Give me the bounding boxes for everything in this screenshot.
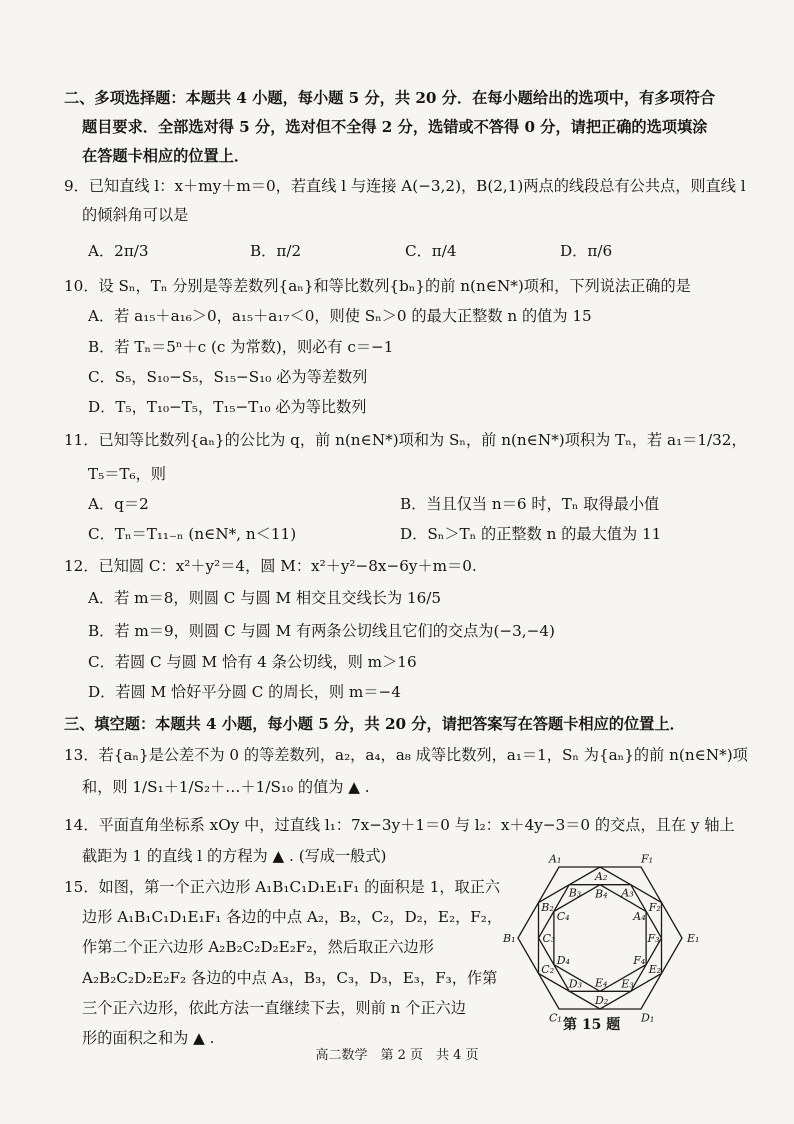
- vertex-label: F₄: [633, 954, 646, 968]
- vertex-label: C₃: [542, 932, 556, 945]
- text-line: 题目要求．全部选对得 5 分，选对但不全得 2 分，选错或不答得 0 分，请把正确的选项填涂: [82, 118, 708, 136]
- vertex-label: E₃: [621, 977, 634, 991]
- text-line: C．Tₙ＝T₁₁₋ₙ (n∈N*, n＜11): [88, 525, 297, 543]
- text-line: 的倾斜角可以是: [82, 206, 189, 224]
- vertex-label: D₂: [595, 994, 609, 1007]
- text-line: T₅＝T₆，则: [88, 465, 166, 483]
- text-line: A．2π/3: [88, 242, 149, 260]
- text-line: A．若 a₁₅＋a₁₆＞0，a₁₅＋a₁₇＜0，则使 Sₙ＞0 的最大正整数 n 的值为 15: [88, 307, 592, 325]
- text-line: 二、多项选择题：本题共 4 小题，每小题 5 分，共 20 分．在每小题给出的选项中，有多项符合: [64, 89, 716, 107]
- text-line: 10．设 Sₙ，Tₙ 分别是等差数列{aₙ}和等比数列{bₙ}的前 n(n∈N*)项和，下列说法正确的是: [64, 277, 691, 295]
- text-line: D．T₅，T₁₀−T₅，T₁₅−T₁₀ 必为等比数列: [88, 398, 367, 416]
- vertex-label: C₂: [541, 963, 555, 976]
- text-line: 边形 A₁B₁C₁D₁E₁F₁ 各边的中点 A₂，B₂，C₂，D₂，E₂，F₂，: [82, 908, 503, 926]
- text-line: 15．如图，第一个正六边形 A₁B₁C₁D₁E₁F₁ 的面积是 1，取正六: [64, 878, 501, 896]
- vertex-label: B₃: [568, 886, 582, 900]
- text-line: 形的面积之和为 ▲ .: [82, 1029, 215, 1047]
- vertex-label: D₁: [641, 1011, 655, 1025]
- vertex-label: A₄: [633, 909, 646, 923]
- vertex-label: D₃: [568, 977, 583, 991]
- vertex-label: F₁: [641, 852, 654, 866]
- vertex-label: B₄: [595, 887, 608, 901]
- vertex-label: C₄: [556, 909, 570, 923]
- text-line: D．Sₙ＞Tₙ 的正整数 n 的最大值为 11: [400, 525, 662, 543]
- text-line: B．若 Tₙ＝5ⁿ＋c (c 为常数)，则必有 c＝−1: [88, 338, 394, 356]
- text-line: 三、填空题：本题共 4 小题，每小题 5 分，共 20 分，请把答案写在答题卡相应的位置上．: [64, 715, 685, 733]
- text-line: B．π/2: [250, 242, 302, 260]
- text-line: 11．已知等比数列{aₙ}的公比为 q，前 n(n∈N*)项和为 Sₙ，前 n(n∈N*)项积为 Tₙ，若 a₁＝1/32，: [64, 431, 747, 449]
- vertex-label: E₄: [595, 976, 608, 990]
- text-line: B．若 m＝9，则圆 C 与圆 M 有两条公切线且它们的交点为(−3,−4): [88, 622, 555, 640]
- text-line: 截距为 1 的直线 l 的方程为 ▲ . (写成一般式): [82, 847, 387, 865]
- text-line: 9．已知直线 l：x＋my＋m＝0，若直线 l 与连接 A(−3,2)，B(2,1)两点的线段总有公共点，则直线 l: [64, 177, 746, 195]
- text-line: D．π/6: [560, 242, 613, 260]
- vertex-label: A₃: [621, 886, 634, 900]
- vertex-label: A₁: [549, 852, 562, 866]
- text-line: C．S₅，S₁₀−S₅，S₁₅−S₁₀ 必为等差数列: [88, 368, 368, 386]
- vertex-label: B₁: [503, 932, 516, 945]
- vertex-label: F₃: [647, 932, 660, 945]
- vertex-label: C₁: [549, 1011, 562, 1025]
- vertex-label: A₂: [595, 870, 608, 883]
- text-line: 作第二个正六边形 A₂B₂C₂D₂E₂F₂，然后取正六边形: [82, 938, 434, 956]
- figure-caption: 第 15 题: [563, 1017, 621, 1033]
- text-line: B．当且仅当 n＝6 时，Tₙ 取得最小值: [400, 495, 660, 513]
- vertex-label: B₂: [541, 901, 554, 914]
- page-footer: 高二数学 第 2 页 共 4 页: [315, 1048, 479, 1063]
- text-line: A₂B₂C₂D₂E₂F₂ 各边的中点 A₃，B₃，C₃，D₃，E₃，F₃，作第: [82, 969, 498, 987]
- vertex-label: F₂: [648, 901, 661, 914]
- text-line: C．π/4: [405, 242, 457, 260]
- text-line: 13．若{aₙ}是公差不为 0 的等差数列，a₂，a₄，a₈ 成等比数列，a₁＝1，Sₙ 为{aₙ}的前 n(n∈N*)项: [64, 746, 748, 764]
- text-line: 12．已知圆 C：x²＋y²＝4，圆 M：x²＋y²−8x−6y＋m＝0.: [64, 557, 477, 575]
- text-line: 三个正六边形，依此方法一直继续下去，则前 n 个正六边: [82, 999, 466, 1017]
- vertex-label: D₄: [556, 954, 570, 968]
- text-line: 在答题卡相应的位置上．: [82, 147, 250, 165]
- nested-hexagon-figure: [500, 842, 700, 1042]
- vertex-label: E₂: [648, 963, 662, 976]
- text-line: 和，则 1/S₁＋1/S₂＋…＋1/S₁₀ 的值为 ▲ .: [82, 778, 370, 796]
- text-line: A．若 m＝8，则圆 C 与圆 M 相交且交线长为 16/5: [88, 589, 442, 607]
- text-line: D．若圆 M 恰好平分圆 C 的周长，则 m＝−4: [88, 683, 401, 701]
- text-line: A．q＝2: [88, 495, 149, 513]
- text-line: C．若圆 C 与圆 M 恰有 4 条公切线，则 m＞16: [88, 653, 417, 671]
- text-line: 14．平面直角坐标系 xOy 中，过直线 l₁：7x−3y＋1＝0 与 l₂：x＋4y−3＝0 的交点，且在 y 轴上: [64, 816, 735, 834]
- vertex-label: E₁: [687, 932, 700, 945]
